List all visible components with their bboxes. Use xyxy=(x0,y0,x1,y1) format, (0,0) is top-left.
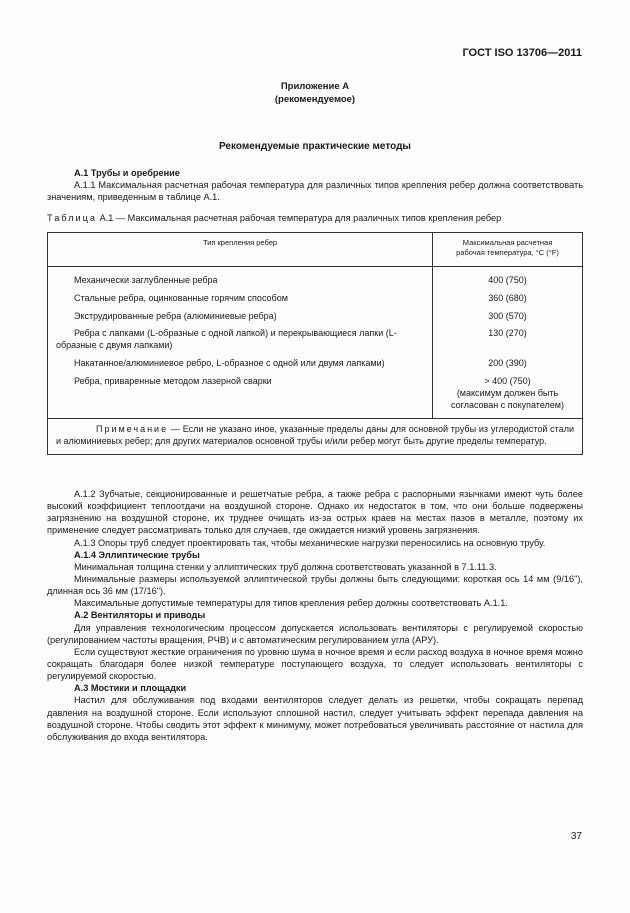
table-caption-text: А.1 — Максимальная расчетная рабочая температура для различных типов крепления ребер xyxy=(97,213,502,223)
fin-type-cell: Ребра с лапками (L-образные с одной лапкой) и перекрывающиеся лапки (L-образные с двумя лапками) xyxy=(48,325,433,355)
table-row xyxy=(48,373,583,418)
temperature-value: > 400 (750) xyxy=(484,376,531,387)
page-number: 37 xyxy=(570,831,582,842)
fin-type-cell: Накатанное/алюминиевое ребро, L-образное с одной или двумя лапками) xyxy=(48,355,433,373)
column-header-temperature-line1: Максимальная расчетная xyxy=(462,238,553,247)
table-row xyxy=(48,355,583,373)
temperature-cell xyxy=(433,373,583,418)
paragraph-a3-1: Настил для обслуживания под входами вентиляторов следует делать из решетки, чтобы сокращать перепад давления на воздушной стороне. Если используют сплошной настил, следует учитывать эффект перепада давления на воздушной стороне. Чтобы сводить этот эффект к минимуму, может потребоваться увеличивать расстояние от настила для обслуживания до входа вентилятора. xyxy=(47,695,583,742)
body-section xyxy=(47,488,583,743)
appendix-title: Приложение А xyxy=(280,81,350,92)
intro-section xyxy=(47,167,583,203)
table-row xyxy=(48,272,583,290)
column-header-type: Тип крепления ребер xyxy=(48,233,433,267)
paragraph-a13: А.1.3 Опоры труб следует проектировать так, чтобы механические нагрузки переносились на основную трубу. xyxy=(74,537,546,548)
fin-type-cell: Стальные ребра, оцинкованные горячим способом xyxy=(48,290,433,308)
appendix-heading xyxy=(0,80,630,107)
paragraph-a14-3: Максимальные допустимые температуры для типов крепления ребер должны соответствовать А.1.1. xyxy=(74,598,508,609)
paragraph-a14-1: Минимальная толщина стенки у эллиптических труб должна соответствовать указанной в 7.1.11.3. xyxy=(74,561,497,572)
temperature-remark-line2: согласован с покупателем) xyxy=(451,399,564,410)
temperature-cell: 360 (680) xyxy=(433,290,583,308)
table-row xyxy=(48,308,583,326)
paragraph-a11: А.1.1 Максимальная расчетная рабочая температура для различных типов крепления ребер должна соответствовать значениям, приведенным в таблице А.1. xyxy=(47,180,583,203)
paragraph-a2-2: Если существуют жесткие ограничения по уровню шума в ночное время и если расход воздуха в ночное время можно сокращать благодаря более низкой температуре поступающего воздуха, то следует использовать вентиляторы с регулируемой скоростью. xyxy=(47,646,583,682)
heading-a14: А.1.4 Эллиптические трубы xyxy=(74,549,200,560)
column-header-temperature-line2: рабочая температура, °С (°F) xyxy=(456,247,559,257)
table-note-text: — Если не указано иное, указанные пределы даны для основной трубы из углеродистой стали и алюминиевых ребер; для других материалов основной трубы и/или ребер могут быть другие пределы температур. xyxy=(56,423,574,446)
table-row xyxy=(48,325,583,355)
paragraph-a2-1: Для управления технологическим процессом допускается использовать вентиляторы с регулируемой скоростью (регулированием частоты вращения, РЧВ) и с автоматическим регулированием угла (АРУ). xyxy=(47,622,583,645)
section-title: Рекомендуемые практические методы xyxy=(219,141,411,152)
column-header-temperature xyxy=(433,233,583,267)
paragraph-a14-2: Минимальные размеры используемой эллиптической трубы должны быть следующими: короткая ось 14 мм (9/16"), длинная ось 36 мм (17/16"). xyxy=(47,573,583,597)
table-note xyxy=(48,418,583,455)
table-note-row xyxy=(48,418,583,455)
temperature-cell: 300 (570) xyxy=(433,308,583,326)
temperature-cell: 200 (390) xyxy=(433,355,583,373)
fin-type-cell: Ребра, приваренные методом лазерной сварки xyxy=(48,373,433,418)
temperature-table xyxy=(47,232,583,455)
fin-type-cell: Экструдированные ребра (алюминиевые ребра) xyxy=(48,308,433,326)
table-caption-word: Таблица xyxy=(47,213,98,223)
fin-type-cell: Механически заглубленные ребра xyxy=(48,272,433,290)
temperature-cell: 400 (750) xyxy=(433,272,583,290)
table-note-word: Примечание xyxy=(96,423,169,434)
temperature-remark-line1: (максимум должен быть xyxy=(456,387,559,398)
heading-a2: А.2 Вентиляторы и приводы xyxy=(74,610,206,621)
document-code: ГОСТ ISO 13706—2011 xyxy=(462,47,582,59)
heading-a3: А.3 Мостики и площадки xyxy=(74,683,187,694)
table-caption xyxy=(47,212,607,224)
table-row xyxy=(48,290,583,308)
heading-a1: А.1 Трубы и оребрение xyxy=(74,168,180,178)
appendix-status: (рекомендуемое) xyxy=(274,94,356,106)
temperature-cell: 130 (270) xyxy=(433,325,583,355)
paragraph-a12: А.1.2 Зубчатые, секционированные и решетчатые ребра, а также ребра с распорными язычками имеют чуть более высокий коэффициент теплоотдачи на воздушной стороне. Однако их недостаток в том, что они больше подвержены загрязнению на воздушной стороне, их труднее очищать из-за острых краев на местах пазов в металле, поэтому их применение следует рассматривать только для случаев, где ожидается низкий уровень загрязнения. xyxy=(47,489,583,536)
